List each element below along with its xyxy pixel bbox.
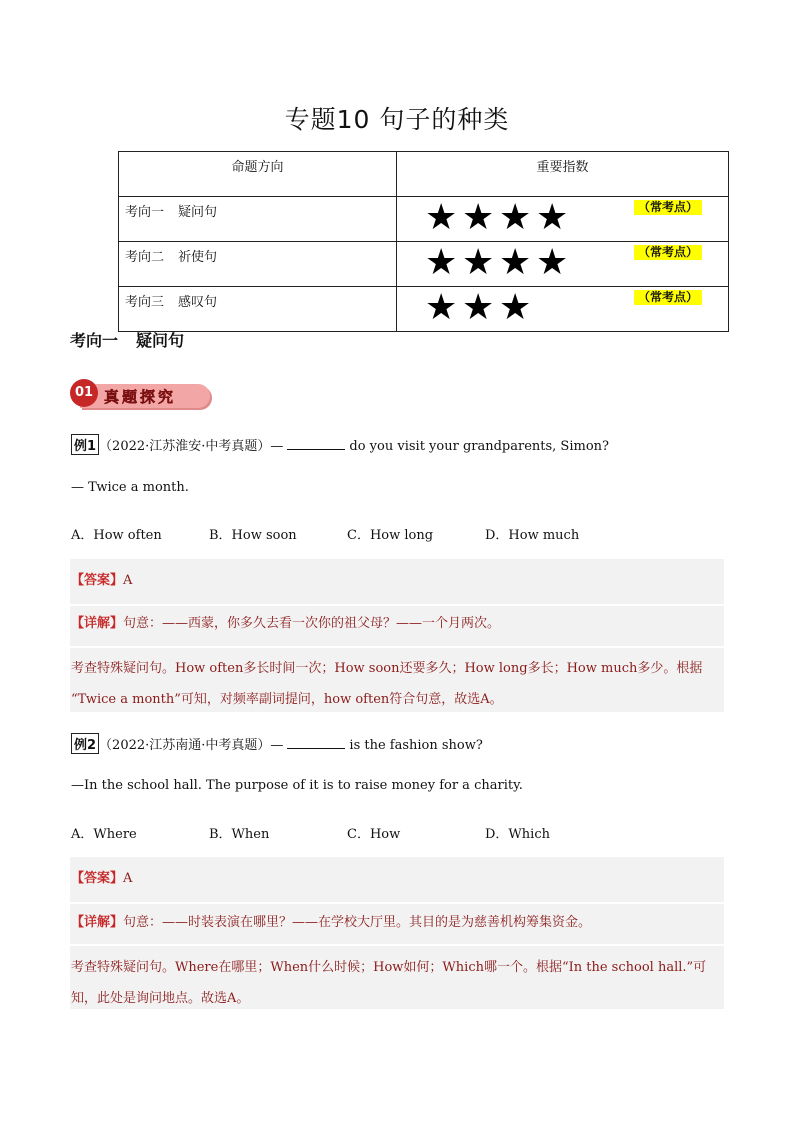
option-d: D．Which: [485, 827, 550, 842]
question-source: （2022·江苏淮安·中考真题）—: [99, 439, 284, 454]
section-heading: 考向一 疑问句: [70, 331, 185, 350]
example1-analysis-line2: “Twice a month”可知，对频率副词提问，how often符合句意，故选A。: [71, 692, 503, 707]
example-label: 例1: [71, 434, 99, 455]
frequent-badge: （常考点）: [634, 245, 702, 260]
star-rating: [425, 288, 536, 328]
option-c: C．How long: [347, 528, 434, 543]
rating-cell: [397, 197, 729, 242]
option-c: C．How: [347, 827, 401, 842]
example2-question: [71, 733, 483, 754]
star-icon: ★: [462, 242, 495, 283]
example1-reply: — Twice a month.: [71, 480, 189, 495]
banner-text: 真题探究: [104, 388, 177, 406]
answer-blank: [287, 736, 345, 749]
row-topic: 疑问句: [178, 205, 218, 220]
option-d: D．How much: [485, 528, 580, 543]
table-header-row: [119, 152, 729, 197]
row-code: 考向三: [125, 295, 165, 310]
question-text: do you visit your grandparents, Simon?: [349, 439, 609, 454]
example2-options: [71, 823, 623, 842]
option-b: B．When: [209, 827, 270, 842]
row-topic: 祈使句: [178, 250, 218, 265]
star-icon: ★: [462, 197, 495, 238]
option-a: A．How often: [71, 528, 162, 543]
example2-analysis-line1: 考查特殊疑问句。Where在哪里；When什么时候；How如何；Which哪一个。根据“In the school hall.”可: [71, 960, 707, 975]
star-icon: ★: [499, 242, 532, 283]
header-importance: 重要指数: [397, 152, 729, 197]
answer-blank: [287, 437, 345, 450]
star-icon: ★: [499, 197, 532, 238]
example-label: 例2: [71, 733, 99, 754]
star-icon: ★: [425, 197, 458, 238]
star-rating: [425, 243, 573, 283]
rating-cell: [397, 287, 729, 332]
example1-analysis-line1: 考查特殊疑问句。How often多长时间一次；How soon还要多久；How long多长；How much多少。根据: [71, 661, 703, 676]
page-title: 专题10 句子的种类: [284, 105, 510, 134]
star-rating: [425, 198, 573, 238]
table-row: [119, 242, 729, 287]
star-icon: ★: [425, 287, 458, 328]
overview-table: [118, 151, 729, 332]
star-icon: ★: [536, 242, 569, 283]
example2-answer: 【答案】A: [71, 871, 133, 886]
frequent-badge: （常考点）: [634, 200, 702, 215]
star-icon: ★: [536, 197, 569, 238]
example1-options: [71, 524, 623, 543]
option-b: B．How soon: [209, 528, 297, 543]
example1-question: [71, 434, 609, 455]
banner-number: 01: [70, 379, 98, 407]
header-direction: 命题方向: [119, 152, 397, 197]
rating-cell: [397, 242, 729, 287]
star-icon: ★: [425, 242, 458, 283]
section-banner: [70, 377, 212, 411]
star-icon: ★: [499, 287, 532, 328]
row-code: 考向一: [125, 205, 165, 220]
star-icon: ★: [462, 287, 495, 328]
table-row: [119, 197, 729, 242]
frequent-badge: （常考点）: [634, 290, 702, 305]
example1-answer: 【答案】A: [71, 573, 133, 588]
example2-analysis-line2: 知，此处是询问地点。故选A。: [71, 991, 250, 1006]
row-code: 考向二: [125, 250, 165, 265]
question-source: （2022·江苏南通·中考真题）—: [99, 738, 284, 753]
example2-detail: 【详解】句意：——时装表演在哪里？——在学校大厅里。其目的是为慈善机构筹集资金。: [71, 915, 592, 930]
option-a: A．Where: [71, 827, 137, 842]
example1-detail: 【详解】句意：——西蒙，你多久去看一次你的祖父母？——一个月两次。: [71, 616, 501, 631]
question-text: is the fashion show?: [349, 738, 483, 753]
row-topic: 感叹句: [178, 295, 218, 310]
example2-reply: —In the school hall. The purpose of it is to raise money for a charity.: [71, 778, 523, 793]
table-row: [119, 287, 729, 332]
